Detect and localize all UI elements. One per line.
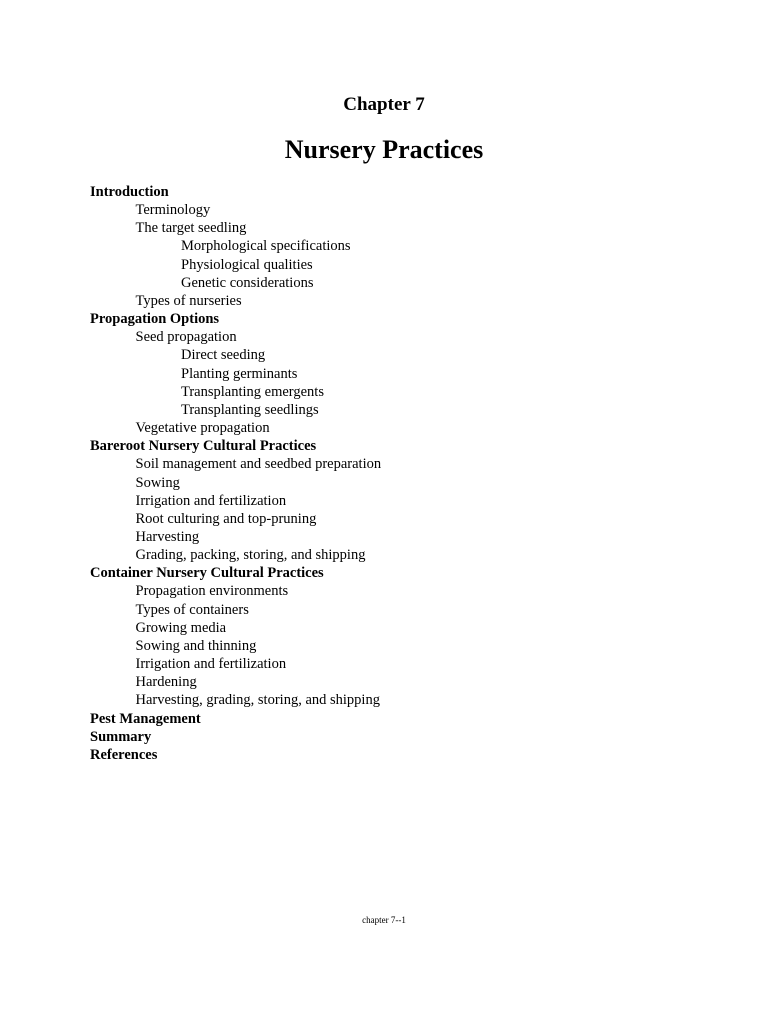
toc-subsection: Harvesting, grading, storing, and shipping [135,692,380,709]
page-number: chapter 7--1 [362,915,406,925]
table-of-contents [90,183,381,764]
toc-subsubsection: Genetic considerations [181,274,314,291]
toc-subsection: Seed propagation [135,329,237,346]
toc-subsection: Root culturing and top-pruning [135,510,317,527]
toc-section: Propagation Options [90,311,220,328]
toc-section: Pest Management [90,710,201,727]
toc-subsection: Propagation environments [135,583,289,600]
toc-section: Bareroot Nursery Cultural Practices [90,438,317,455]
toc-subsection: Hardening [135,674,197,691]
toc-subsubsection: Transplanting emergents [181,383,324,400]
toc-subsection: Irrigation and fertilization [135,656,287,673]
toc-subsubsection: Planting germinants [181,365,298,382]
toc-subsubsection: Physiological qualities [181,256,313,273]
toc-subsection: The target seedling [135,220,247,237]
toc-subsection: Harvesting [135,528,200,545]
toc-subsubsection: Transplanting seedlings [181,401,319,418]
toc-section: References [90,746,158,763]
toc-subsection: Terminology [135,202,211,219]
toc-subsection: Growing media [135,619,227,636]
toc-subsubsection: Morphological specifications [181,238,351,255]
toc-subsection: Grading, packing, storing, and shipping [135,547,366,564]
toc-subsection: Types of nurseries [135,292,242,309]
toc-subsection: Sowing and thinning [135,637,257,654]
toc-section: Container Nursery Cultural Practices [90,565,324,582]
chapter-title: Nursery Practices [284,135,484,164]
toc-subsection: Sowing [135,474,180,491]
toc-section: Summary [90,728,152,745]
toc-section: Introduction [90,184,169,200]
toc-subsection: Vegetative propagation [135,420,270,437]
toc-subsection: Soil management and seedbed preparation [135,456,382,473]
toc-subsection: Types of containers [135,601,249,618]
chapter-number: Chapter 7 [343,94,425,115]
toc-subsection: Irrigation and fertilization [135,492,287,509]
toc-subsubsection: Direct seeding [181,347,266,364]
